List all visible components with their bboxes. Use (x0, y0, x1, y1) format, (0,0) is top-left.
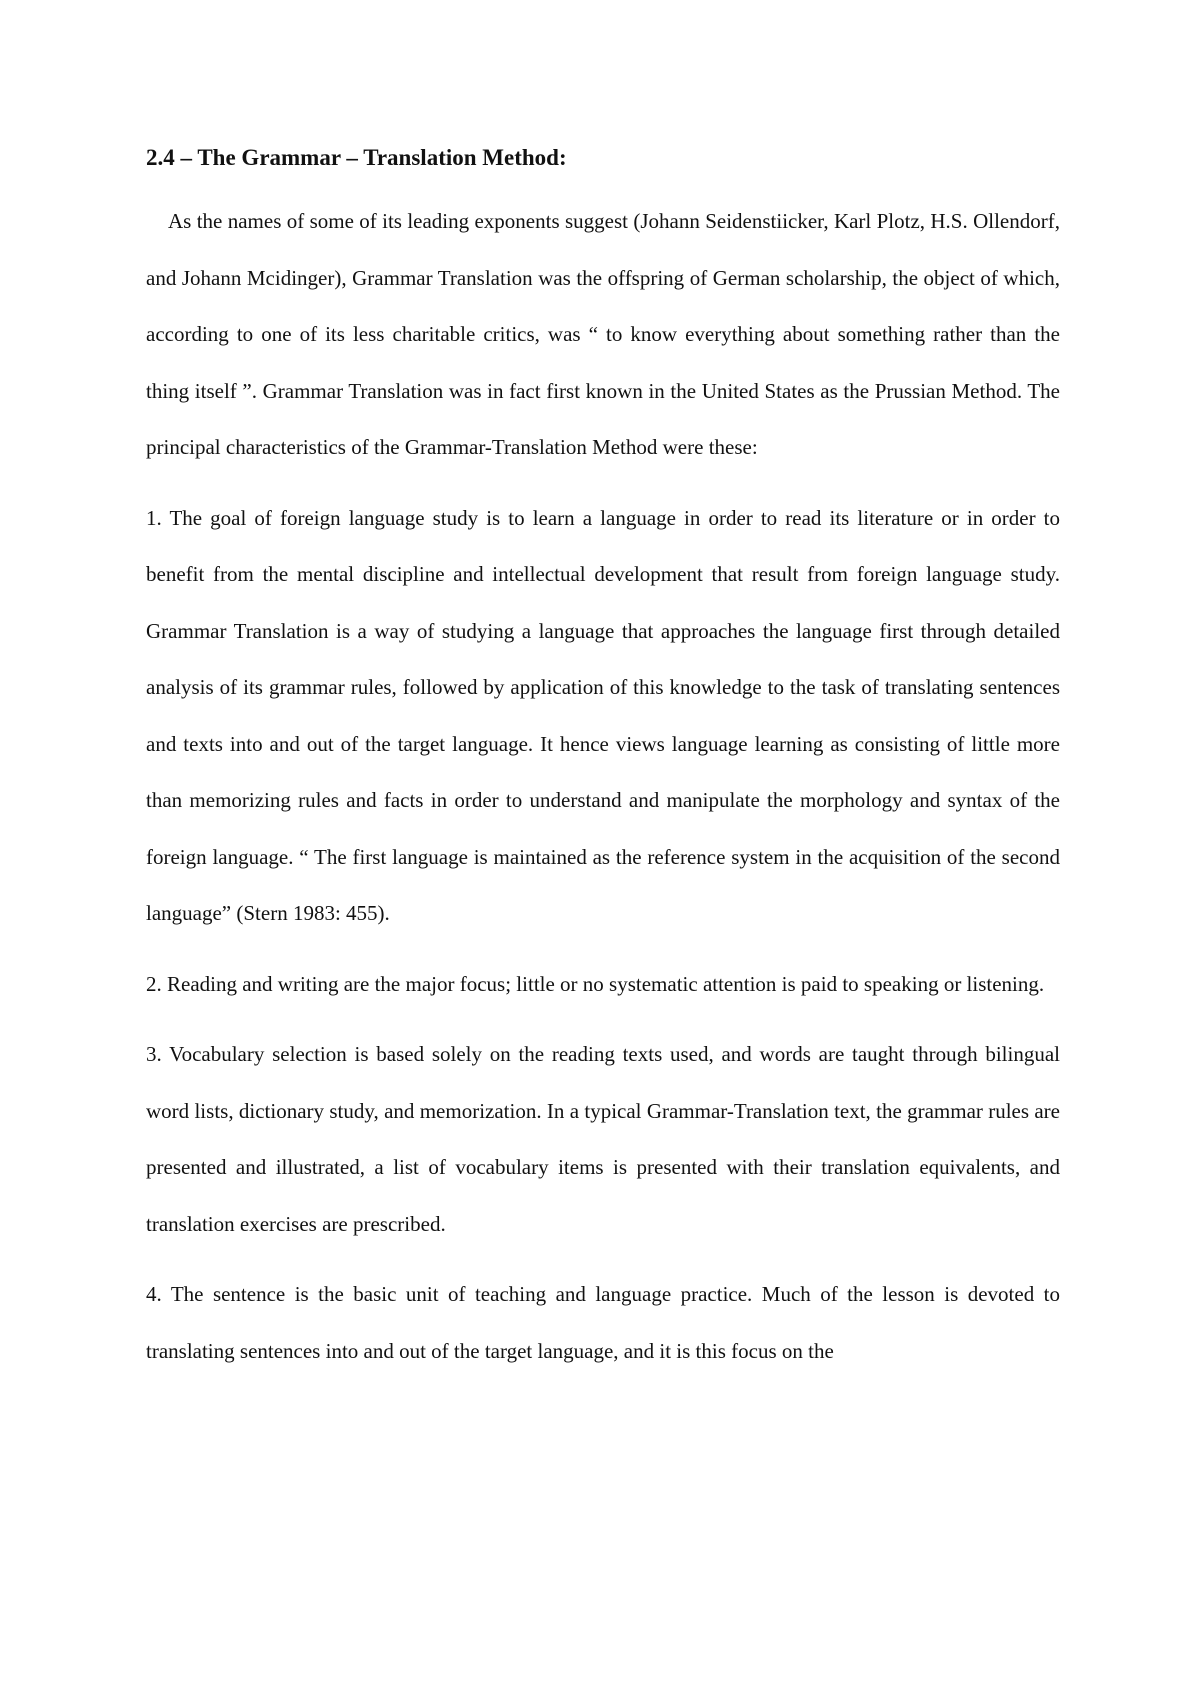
intro-paragraph: As the names of some of its leading exponents suggest (Johann Seidenstiicker, Karl Plotz, H.S. Ollendorf, and Johann Mcidinger), Grammar Translation was the offspring of German scholarship, the object of which, according to one of its less charitable critics, was “ to know everything about something rather than the thing itself ”. Grammar Translation was in fact first known in the United States as the Prussian Method. The principal characteristics of the Grammar-Translation Method were these: (146, 209, 1060, 459)
list-item: 4. The sentence is the basic unit of teaching and language practice. Much of the lesson is devoted to translating sentences into and out of the target language, and it is this focus on the (146, 1282, 1060, 1363)
section-heading: 2.4 – The Grammar – Translation Method: (146, 145, 567, 170)
list-item: 3. Vocabulary selection is based solely on the reading texts used, and words are taught through bilingual word lists, dictionary study, and memorization. In a typical Grammar-Translation text, the grammar rules are presented and illustrated, a list of vocabulary items is presented with their translation equivalents, and translation exercises are prescribed. (146, 1042, 1060, 1236)
list-item: 2. Reading and writing are the major focus; little or no systematic attention is paid to speaking or listening. (146, 971, 1045, 996)
page-content (146, 143, 1060, 1379)
list-item: 1. The goal of foreign language study is to learn a language in order to read its literature or in order to benefit from the mental discipline and intellectual development that result from foreign language study. Grammar Translation is a way of studying a language that approaches the language first through detailed analysis of its grammar rules, followed by application of this knowledge to the task of translating sentences and texts into and out of the target language. It hence views language learning as consisting of little more than memorizing rules and facts in order to understand and manipulate the morphology and syntax of the foreign language. “ The first language is maintained as the reference system in the acquisition of the second language” (Stern 1983: 455). (146, 505, 1060, 925)
